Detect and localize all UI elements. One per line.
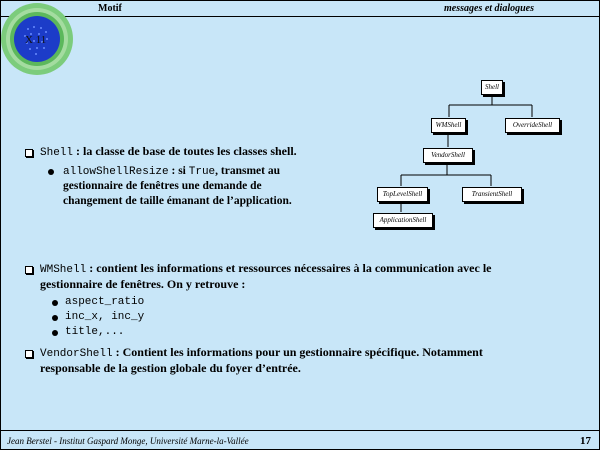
footer-author: Jean Berstel - Institut Gaspard Monge, Université Marne-la-Vallée xyxy=(7,436,249,446)
sub-allowshellresize xyxy=(63,164,280,180)
item-vendorshell-line2: responsable de la gestion globale du foyer d’entrée. xyxy=(40,361,301,375)
item-wmshell xyxy=(40,261,491,278)
code-allowshellresize: allowShellResize xyxy=(63,166,169,178)
tree-node-wmshell: WMShell xyxy=(431,118,466,133)
footer-rule xyxy=(1,430,599,431)
bullet-dot-icon xyxy=(52,315,58,321)
tree-node-overrideshell: OverrideShell xyxy=(505,118,560,133)
bullet-square-icon xyxy=(25,149,33,157)
tree-node-transientshell: TransientShell xyxy=(462,187,522,202)
bullet-square-icon xyxy=(25,266,33,274)
item-vendorshell xyxy=(40,345,483,362)
tree-node-vendorshell: VendorShell xyxy=(423,148,473,163)
code-shell: Shell xyxy=(40,147,74,159)
sub-allowshellresize-line2: gestionnaire de fenêtres une demande de xyxy=(63,180,262,192)
code-vendorshell: VendorShell xyxy=(40,348,113,360)
bullet-dot-icon xyxy=(48,169,54,175)
tree-node-applicationshell: ApplicationShell xyxy=(373,213,433,228)
item-wmshell-line2: gestionnaire de fenêtres. On y retrouve : xyxy=(40,277,246,291)
bullet-square-icon xyxy=(25,350,33,358)
item-shell-text: : la classe de base de toutes les classes shell. xyxy=(73,144,297,158)
tree-node-toplevelshell: TopLevelShell xyxy=(377,187,428,202)
code-wmshell: WMShell xyxy=(40,264,87,276)
header-left-title: Motif xyxy=(98,3,122,14)
tree-node-shell: Shell xyxy=(481,80,503,95)
sub-text-a: : si xyxy=(168,165,189,177)
item-vendorshell-text: : Contient les informations pour un gestionnaire spécifique. Notamment xyxy=(112,345,483,359)
sub-text-b: , transmet au xyxy=(215,165,280,177)
item-shell xyxy=(40,144,297,161)
code-true: True xyxy=(188,166,216,178)
bullet-dot-icon xyxy=(52,330,58,336)
sub-aspect-ratio: aspect_ratio xyxy=(65,296,145,308)
svg-text:X 11: X 11 xyxy=(25,34,47,46)
class-tree-connectors xyxy=(1,1,600,451)
sub-title: title,... xyxy=(65,326,125,338)
sub-inc-x-inc-y: inc_x, inc_y xyxy=(65,311,145,323)
bullet-dot-icon xyxy=(52,300,58,306)
header-right-title: messages et dialogues xyxy=(444,3,534,14)
page-number: 17 xyxy=(580,435,591,447)
sub-allowshellresize-line3: changement de taille émanant de l’application. xyxy=(63,195,292,207)
item-wmshell-text: : contient les informations et ressources nécessaires à la communication avec le xyxy=(86,261,492,275)
